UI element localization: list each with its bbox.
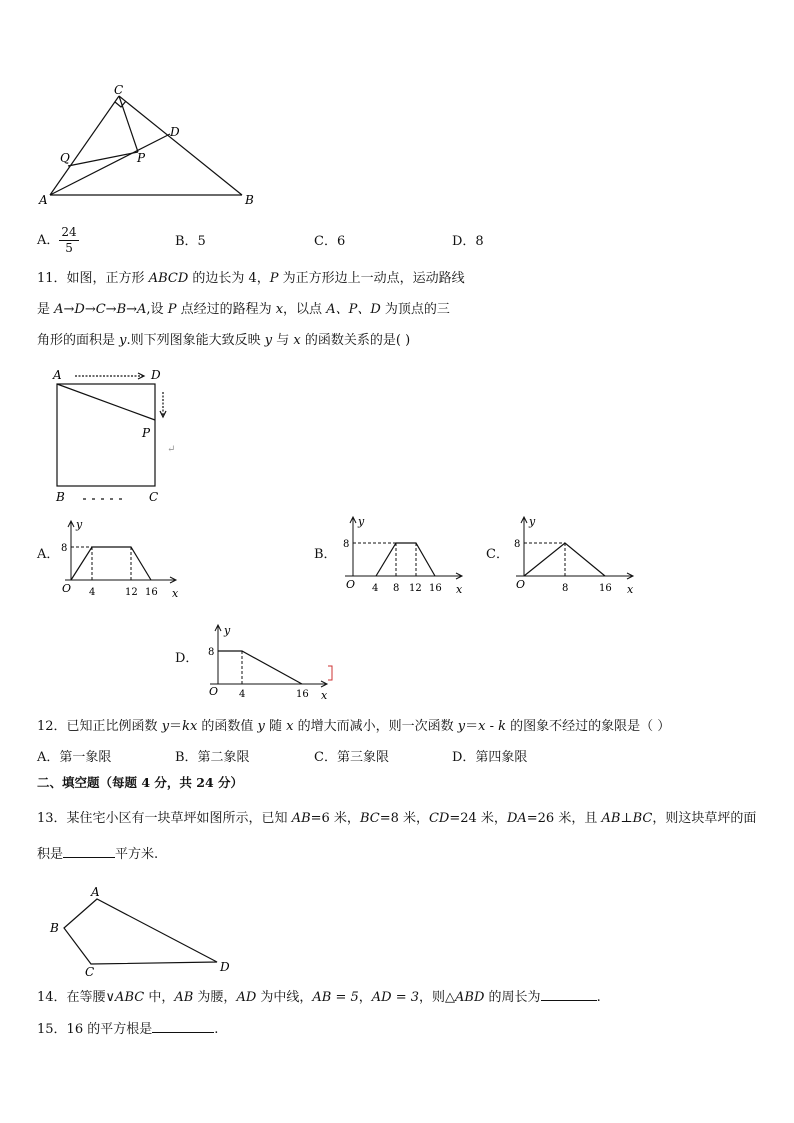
text: 的增大而减小，则一次函数 <box>293 719 458 734</box>
axis-x: x <box>321 689 328 702</box>
math: P <box>269 271 279 286</box>
math: x <box>293 333 301 348</box>
text: . <box>214 1022 219 1037</box>
text: 中， <box>144 990 175 1005</box>
axis-x: x <box>627 583 634 596</box>
q10-option-d: D．8 <box>452 234 484 249</box>
text: . <box>596 990 601 1005</box>
q10-option-c: C．6 <box>314 234 346 249</box>
text: 的函数值 <box>197 719 258 734</box>
text: =8 米， <box>379 811 429 826</box>
label-b: B <box>245 193 254 207</box>
graph-a <box>55 518 195 602</box>
tick-16: 16 <box>599 583 612 594</box>
q12-option-c: C．第三象限 <box>314 750 389 765</box>
text: .则下列图象能大致反映 <box>126 333 265 348</box>
math: DA <box>506 811 527 826</box>
answer-blank[interactable] <box>152 1018 214 1033</box>
q11-line-2 <box>37 301 450 319</box>
quadrilateral-figure-q13 <box>44 882 244 980</box>
label-p: P <box>137 151 146 165</box>
label-d: D <box>170 125 180 139</box>
math: AD <box>236 990 257 1005</box>
q11-line-1 <box>37 270 465 288</box>
origin: O <box>209 685 219 698</box>
axis-x: x <box>172 587 179 600</box>
text: 角形的面积是 <box>37 333 120 348</box>
text: 是 <box>37 302 55 317</box>
math: AB = 5 <box>312 990 359 1005</box>
text: 的函数关系的是( ) <box>300 333 411 348</box>
label-p: P <box>142 426 151 440</box>
text: ，则这块草坪的面 <box>652 811 757 826</box>
fraction-numerator: 24 <box>61 225 77 239</box>
text: 为腰， <box>193 990 237 1005</box>
square-figure-q11 <box>45 364 195 506</box>
tick-16: 16 <box>429 583 442 594</box>
math: kx <box>182 719 198 734</box>
q14-text <box>37 986 601 1007</box>
label-c: C <box>149 490 159 504</box>
q12-option-d: D．第四象限 <box>452 750 528 765</box>
label-c: C <box>114 83 124 97</box>
graph-a-label: A． <box>37 547 60 562</box>
axis-x: x <box>456 583 463 596</box>
math: y <box>264 333 273 348</box>
math: CD <box>428 811 450 826</box>
text: ，则 <box>419 990 446 1005</box>
answer-blank[interactable] <box>63 843 115 858</box>
text: ,设 <box>146 302 168 317</box>
label-d: D <box>220 960 230 974</box>
graph-c <box>508 514 648 598</box>
text: 随 <box>264 719 287 734</box>
tick-8: 8 <box>208 647 215 658</box>
text: ＝ <box>465 719 479 734</box>
text: ＝ <box>169 719 183 734</box>
text: 的边长为 4， <box>188 271 270 286</box>
math: P <box>167 302 177 317</box>
q12-option-a: A．第一象限 <box>37 750 112 765</box>
axis-y: y <box>224 624 231 637</box>
text: 11．如图，正方形 <box>37 271 149 286</box>
text: 14．在等腰 <box>37 990 106 1005</box>
math: y <box>457 719 466 734</box>
math: △ABD <box>445 990 485 1005</box>
q12-text <box>37 718 670 736</box>
text: 平方米. <box>115 847 159 862</box>
math: ABCD <box>148 271 189 286</box>
text: =6 米， <box>310 811 360 826</box>
math: x <box>286 719 294 734</box>
fraction-denominator: 5 <box>65 241 73 255</box>
text: 为中线， <box>256 990 313 1005</box>
math: y <box>257 719 265 734</box>
tick-4: 4 <box>239 689 246 700</box>
text: 积是 <box>37 847 64 862</box>
tick-8: 8 <box>61 543 68 554</box>
q12-option-b: B．第二象限 <box>175 750 250 765</box>
label-c: C <box>85 965 95 979</box>
math: A→D→C→B→A <box>54 302 147 317</box>
tick-4: 4 <box>89 587 96 598</box>
math: y <box>119 333 127 348</box>
tick-16: 16 <box>145 587 158 598</box>
label-d: D <box>151 368 161 382</box>
text: 的图象不经过的象限是（ ） <box>506 719 671 734</box>
text: 15．16 的平方根是 <box>37 1022 153 1037</box>
axis-y: y <box>76 518 83 531</box>
graph-b-label: B． <box>314 547 337 562</box>
label-a: A <box>53 368 62 382</box>
origin: O <box>346 578 356 591</box>
label-b: B <box>50 921 59 935</box>
label-q: Q <box>60 151 70 165</box>
tick-8: 8 <box>514 539 521 550</box>
text: 与 <box>272 333 294 348</box>
text: ， <box>358 990 372 1005</box>
origin: O <box>62 582 72 595</box>
math: BC <box>359 811 380 826</box>
return-mark: ↵ <box>167 444 176 455</box>
text: =26 米，且 <box>526 811 602 826</box>
graph-d-label: D． <box>175 651 199 666</box>
section-heading: 二、填空题（每题 4 分，共 24 分） <box>37 775 244 790</box>
fraction <box>59 225 78 256</box>
axis-y: y <box>358 515 365 528</box>
graph-d <box>200 620 345 704</box>
text: 12．已知正比例函数 <box>37 719 162 734</box>
answer-blank[interactable] <box>541 986 597 1001</box>
tick-12: 12 <box>409 583 422 594</box>
math: AD = 3 <box>371 990 420 1005</box>
text: 13．某住宅小区有一块草坪如图所示，已知 <box>37 811 292 826</box>
triangle-figure-q10 <box>30 82 270 212</box>
axis-y: y <box>529 515 536 528</box>
text: 为正方形边上一动点，运动路线 <box>278 271 465 286</box>
text: 点经过的路程为 <box>176 302 276 317</box>
label-a: A <box>91 885 100 899</box>
math: x <box>275 302 284 317</box>
q10-option-a <box>37 225 79 256</box>
tick-16: 16 <box>296 689 309 700</box>
q15-text <box>37 1018 218 1039</box>
math: AB <box>291 811 311 826</box>
text: =24 米， <box>449 811 507 826</box>
label-b: B <box>56 490 65 504</box>
origin: O <box>516 578 526 591</box>
tick-4: 4 <box>372 583 379 594</box>
graph-b <box>335 514 475 598</box>
tick-8-x: 8 <box>393 583 400 594</box>
math: ∨ABC <box>105 990 145 1005</box>
math: x - k <box>478 719 507 734</box>
math: A、P、D <box>326 302 381 317</box>
tick-12: 12 <box>125 587 138 598</box>
math: y <box>161 719 170 734</box>
math: AB <box>174 990 194 1005</box>
q10-option-b: B．5 <box>175 234 206 249</box>
q11-line-3 <box>37 332 410 350</box>
tick-8: 8 <box>343 539 350 550</box>
option-a-prefix: A． <box>37 233 60 248</box>
text: 的周长为 <box>484 990 541 1005</box>
q13-line-2 <box>37 843 158 864</box>
graph-c-label: C． <box>486 547 509 562</box>
math: AB⊥BC <box>601 811 653 826</box>
q13-line-1 <box>37 810 756 828</box>
text: ，以点 <box>283 302 327 317</box>
tick-8-x: 8 <box>562 583 569 594</box>
label-a: A <box>39 193 48 207</box>
text: 为顶点的三 <box>380 302 450 317</box>
